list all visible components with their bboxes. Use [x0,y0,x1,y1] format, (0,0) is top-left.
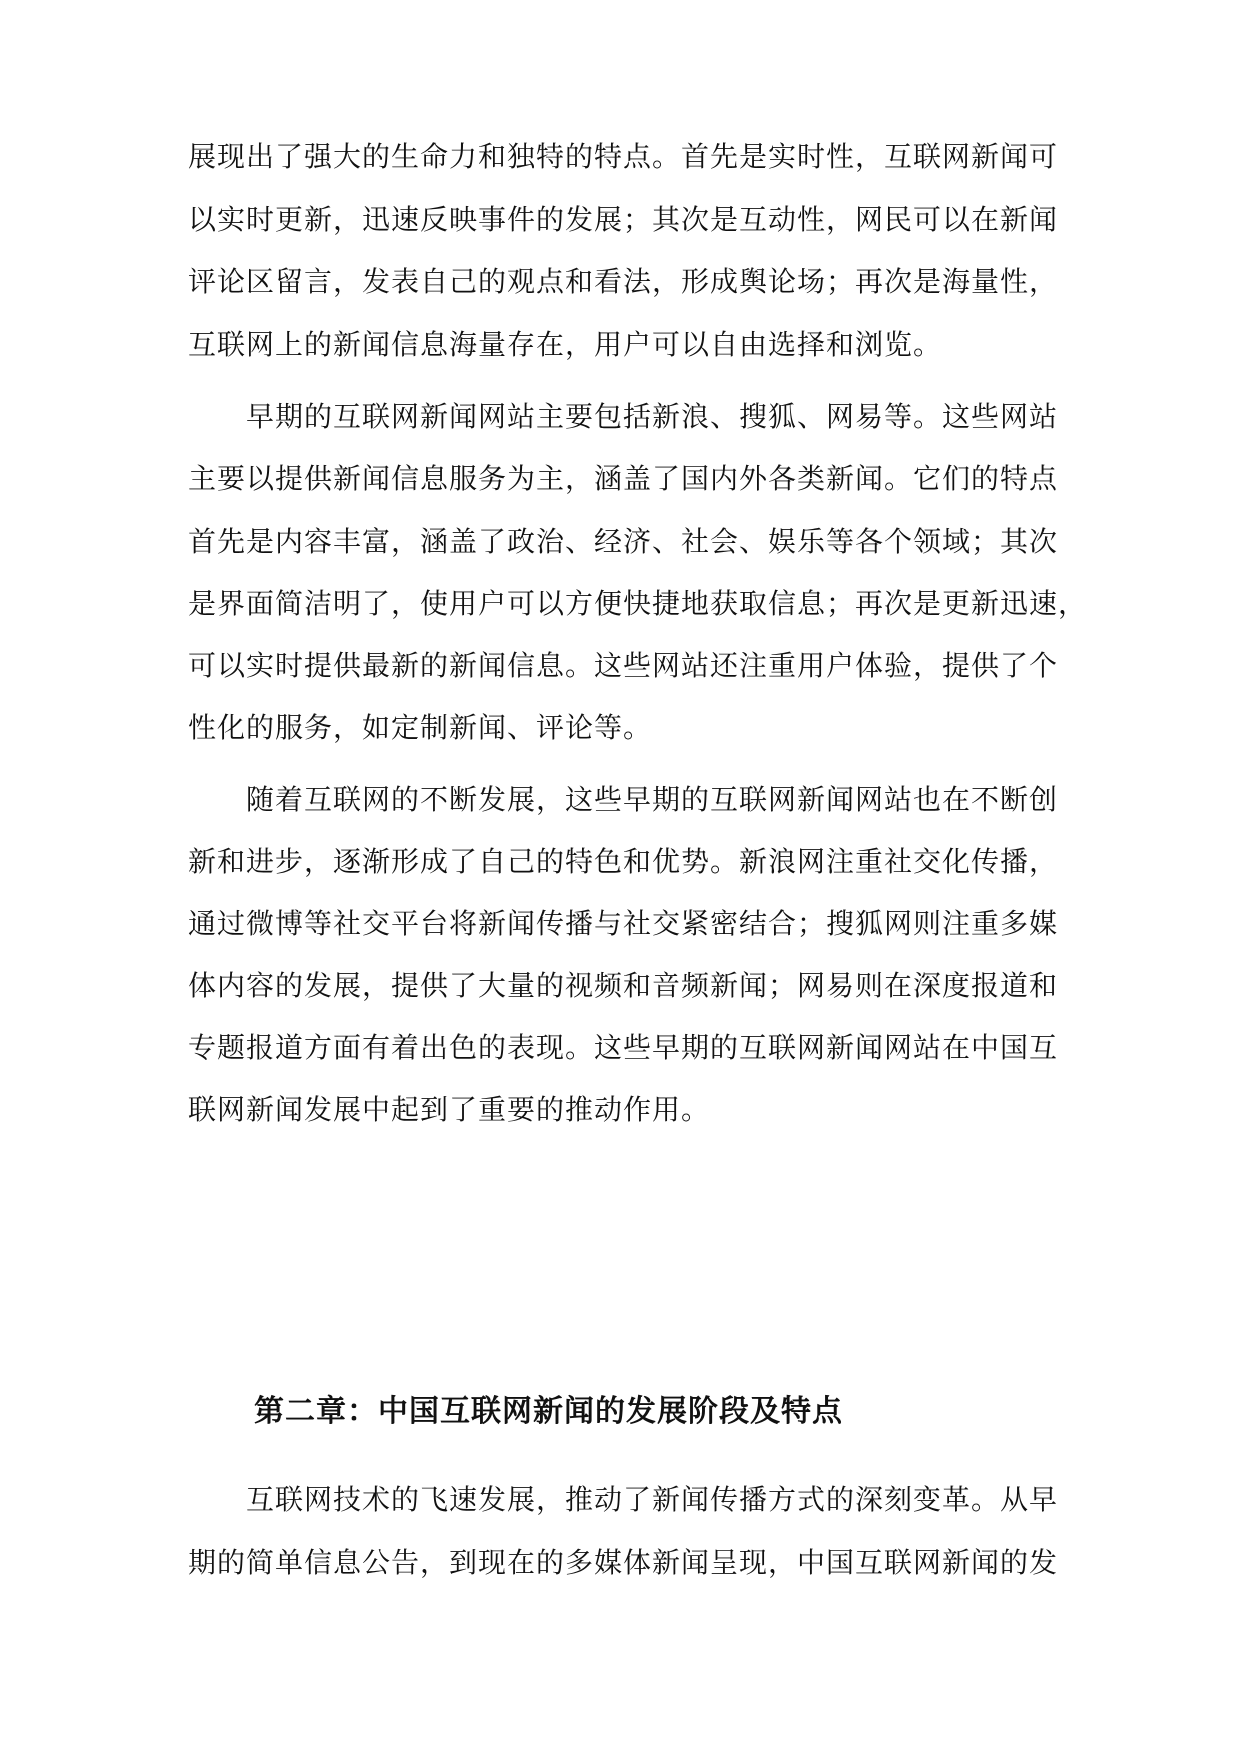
paragraph-line: 性化的服务，如定制新闻、评论等。 [188,711,653,744]
paragraph-line: 首先是内容丰富，涵盖了政治、经济、社会、娱乐等各个领域；其次 [188,525,1059,558]
paragraph-line: 以实时更新，迅速反映事件的发展；其次是互动性，网民可以在新闻 [188,203,1059,236]
paragraph-line: 随着互联网的不断发展，这些早期的互联网新闻网站也在不断创 [246,783,1059,816]
paragraph-line: 可以实时提供最新的新闻信息。这些网站还注重用户体验，提供了个 [188,649,1059,682]
paragraph-line: 互联网上的新闻信息海量存在，用户可以自由选择和浏览。 [188,328,943,361]
paragraph-line: 体内容的发展，提供了大量的视频和音频新闻；网易则在深度报道和 [188,969,1059,1002]
paragraph-line: 期的简单信息公告，到现在的多媒体新闻呈现，中国互联网新闻的发 [188,1546,1059,1579]
paragraph-line: 评论区留言，发表自己的观点和看法，形成舆论场；再次是海量性， [188,265,1059,298]
paragraph-line: 早期的互联网新闻网站主要包括新浪、搜狐、网易等。这些网站 [246,400,1059,433]
paragraph-line: 新和进步，逐渐形成了自己的特色和优势。新浪网注重社交化传播， [188,845,1059,878]
paragraph-line: 是界面简洁明了，使用户可以方便快捷地获取信息；再次是更新迅速， [188,587,1088,620]
paragraph-line: 专题报道方面有着出色的表现。这些早期的互联网新闻网站在中国互 [188,1031,1059,1064]
paragraph-line: 主要以提供新闻信息服务为主，涵盖了国内外各类新闻。它们的特点 [188,462,1059,495]
paragraph-line: 互联网技术的飞速发展，推动了新闻传播方式的深刻变革。从早 [246,1483,1059,1516]
paragraph-line: 联网新闻发展中起到了重要的推动作用。 [188,1093,711,1126]
chapter-heading: 第二章：中国互联网新闻的发展阶段及特点 [254,1394,843,1429]
paragraph-line: 展现出了强大的生命力和独特的特点。首先是实时性，互联网新闻可 [188,140,1059,173]
paragraph-line: 通过微博等社交平台将新闻传播与社交紧密结合；搜狐网则注重多媒 [188,907,1059,940]
